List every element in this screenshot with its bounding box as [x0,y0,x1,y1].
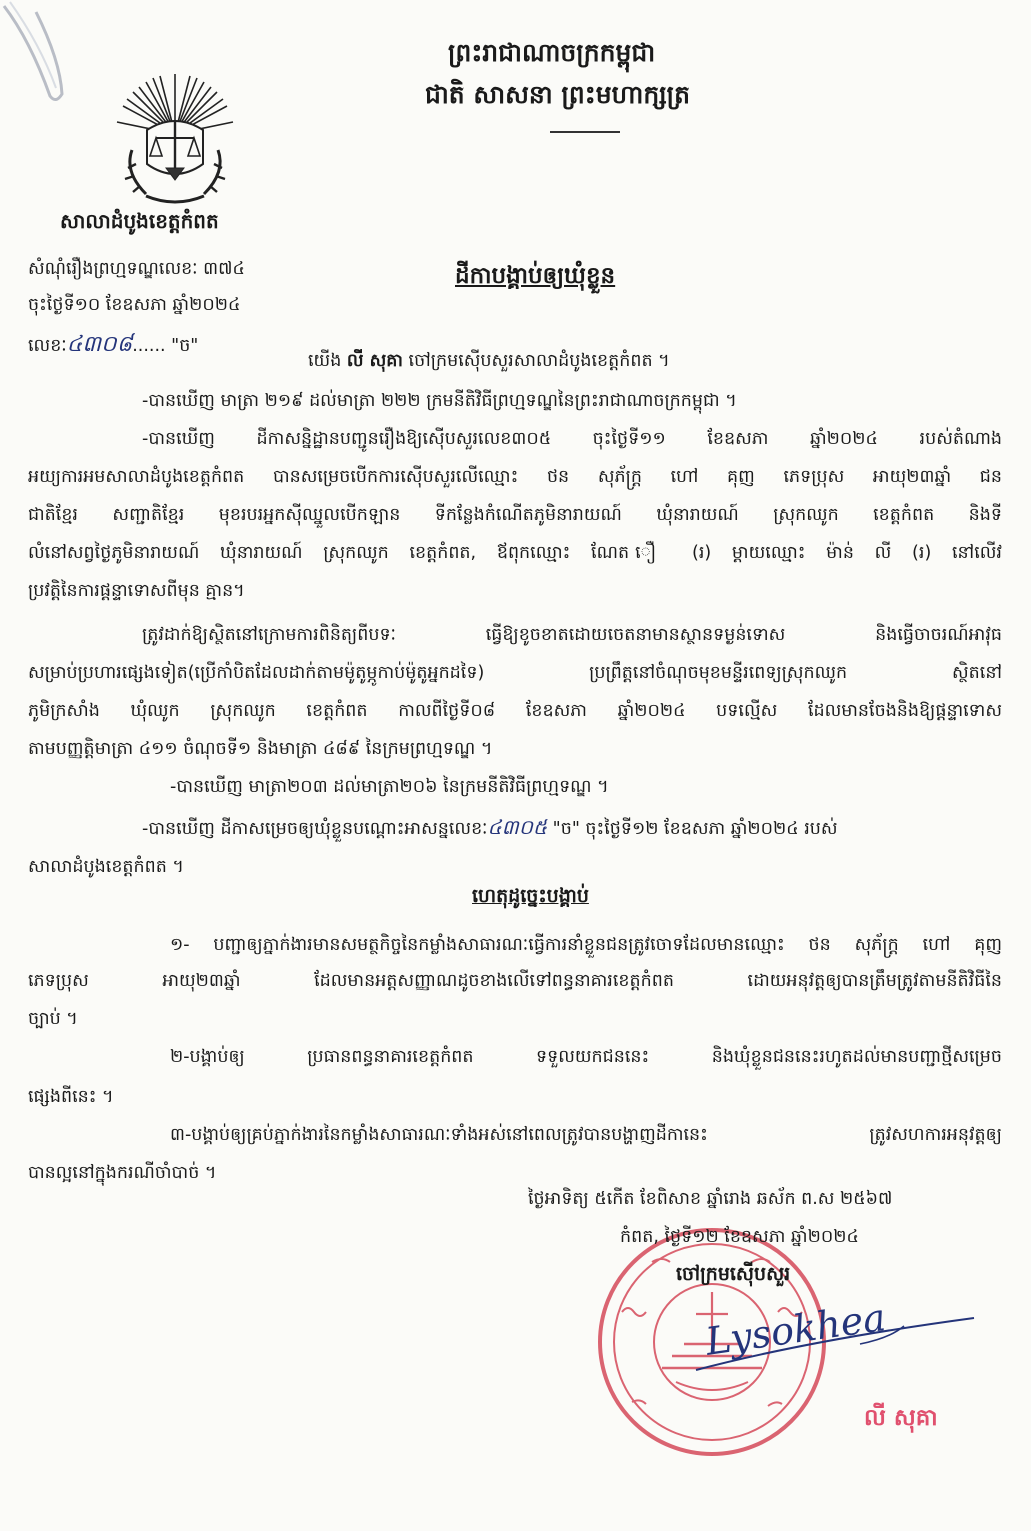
paragraph-4: -បានឃើញ មាត្រា២០៣ ដល់មាត្រា២០៦ នៃក្រមនីតិវិធីព្រហ្មទណ្ឌ ។ [170,777,609,797]
signer-role: ចៅក្រមស៊ើបសួរ [676,1263,791,1285]
order-2-line-2: ផ្សេងពីនេះ ។ [28,1087,114,1107]
motto-line: ជាតិ សាសនា ព្រះមហាក្សត្រ [425,80,690,109]
paragraph-2-line-4: លំនៅសព្វថ្ងៃភូមិនារាយណ៍ ឃុំនារាយណ៍ ស្រុកឈូក ខេត្តកំពត, ឪពុកឈ្មោះ ណែត ឿ (រ) ម្ដាយឈ្មោះ ម៉ាន់ លី (រ) នៅលើវ [28,543,1002,563]
lunar-date: ថ្ងៃអាទិត្យ ៥កើត ខែពិសាខ ឆ្នាំរោង ឆស័ក ព.ស ២៥៦៧ [528,1189,893,1209]
paragraph-5-line-2: សាលាដំបូងខេត្តកំពត ។ [28,857,184,877]
paragraph-3-line-2: សម្រាប់ប្រហារផ្សេងទៀត(ប្រើកាំបិតដែលដាក់តាមម៉ូតូម្ភូកាប់ម៉ូតូអ្នកដទៃ) ប្រព្រឹត្តនៅចំណុចមុខមន្ទីរពេទ្យស្រុកឈូក ស្ថិតនៅ [28,663,1002,683]
paragraph-1: -បានឃើញ មាត្រា ២១៩ ដល់មាត្រា ២២២ ក្រមនីតិវិធីព្រហ្មទណ្ឌនៃព្រះរាជាណាចក្រកម្ពុជា ។ [142,391,737,411]
signing-date: កំពត, ថ្ងៃទី១២ ខែឧសភា ឆ្នាំ២០២៤ [620,1227,859,1247]
intro-line [308,350,670,372]
paragraph-3-line-3: ភូមិក្រសាំង ឃុំឈូក ស្រុកឈូក ខេត្តកំពត កាលពីថ្ងៃទី០៨ ខែឧសភា ឆ្នាំ២០២៤ បទល្មើស ដែលមានចែងនិងឱ្យផ្តន្ទាទោស [28,701,1002,721]
paragraph-3-line-1: ត្រូវដាក់ឱ្យស្ថិតនៅក្រោមការពិនិត្យពីបទៈ ធ្វើឱ្យខូចខាតដោយចេតនាមានស្ថានទម្ងន់ទោស និងធ្វើចាចរណ៍អាវុធ [142,625,1002,645]
order-1-line-2: ភេទប្រុស អាយុ២៣ឆ្នាំ ដែលមានអត្តសញ្ញាណដូចខាងលើទៅពន្ធនាគារខេត្តកំពត ដោយអនុវត្តឲ្យបានត្រឹមត្រូវតាមនីតិវិធីនៃ [28,971,1002,991]
paragraph-5-line-1 [142,816,838,840]
order-2-line-1: ២-បង្គាប់ឲ្យ ប្រធានពន្ធនាគារខេត្តកំពត ទទួលយកជននេះ និងឃុំខ្លួនជននេះរហូតដល់មានបញ្ជាថ្មីសម្រេច [170,1047,1002,1067]
signer-name: លី សុគា [864,1404,938,1431]
order-3-line-1: ៣-បង្គាប់ឲ្យគ្រប់ភ្នាក់ងារនៃកម្លាំងសាធារណៈទាំងអស់នៅពេលត្រូវបានបង្ហាញដីកានេះ ត្រូវសហការអនុវត្តឲ្យ [170,1125,1002,1145]
paragraph-2-line-5: ប្រវត្តិនៃការផ្តន្ទាទោសពីមុន គ្មាន។ [28,581,245,601]
court-name: សាលាដំបូងខេត្តកំពត [60,209,219,233]
handwritten-signature: Lysokhea [702,1295,889,1364]
document-title: ដីកាបង្គាប់ឲ្យឃុំខ្លួន [455,262,616,289]
paragraph-2-line-3: ជាតិខ្មែរ សញ្ជាតិខ្មែរ មុខរបរអ្នកស៊ីឈ្នួលបើកឡាន ទីកន្លែងកំណើតភូមិនារាយណ៍ ឃុំនារាយណ៍ ស្រុកឈូក ខេត្តកំពត និងទី [28,505,1002,525]
judge-name: លី សុគា [346,351,403,371]
header-divider [550,128,620,136]
paperclip [0,0,110,110]
decree-number [28,334,198,357]
section-title: ហេតុដូច្នេះបង្គាប់ [472,885,589,907]
case-date: ចុះថ្ងៃទី១០ ខែឧសភា ឆ្នាំ២០២៤ [28,295,241,315]
court-emblem-icon [112,72,238,212]
order-3-line-2: បានល្អនៅក្នុងករណីចាំបាច់ ។ [28,1163,217,1183]
p5-prefix: -បានឃើញ ដីកាសម្រេចឲ្យឃុំខ្លួនបណ្ដោះអាសន្នលេខៈ [142,819,488,839]
case-file-number: សំណុំរឿងព្រហ្មទណ្ឌលេខៈ ៣៧៤ [28,259,245,279]
p5-suffix: "ច" ចុះថ្ងៃទី១២ ខែឧសភា ឆ្នាំ២០២៤ របស់ [547,819,838,839]
order-1-line-1: ១- បញ្ជាឲ្យភ្នាក់ងារមានសមត្ថកិច្ចនៃកម្លាំងសាធារណៈធ្វើការនាំខ្លួនជនត្រូវចោទដែលមានឈ្មោះ ថន សុភ័ក្ត្រ ហៅ គុញ [170,935,1002,955]
signature-stroke [690,1300,980,1380]
number-handwritten: ៤៣០៨ [66,332,133,357]
paragraph-2-line-1: -បានឃើញ ដីកាសន្និដ្ឋានបញ្ជូនរឿងឱ្យស៊ើបសួរលេខ៣០៥ ចុះថ្ងៃទី១១ ខែឧសភា ឆ្នាំ២០២៤ របស់តំណាង [142,429,1002,449]
order-1-line-3: ច្បាប់ ។ [28,1009,78,1029]
paragraph-3-line-4: តាមបញ្ញត្តិមាត្រា ៤១១ ចំណុចទី១ និងមាត្រា ៤៨៩ នៃក្រមព្រហ្មទណ្ឌ ។ [28,739,493,759]
number-suffix: ...... "ច" [132,336,199,356]
intro-suffix: ចៅក្រមស៊ើបសួរសាលាដំបូងខេត្តកំពត ។ [402,351,670,371]
intro-prefix: យើង [308,351,347,371]
kingdom-line: ព្រះរាជាណាចក្រកម្ពុជា [448,38,656,67]
paragraph-2-line-2: អយ្យការអមសាលាដំបូងខេត្តកំពត បានសម្រេចបើកការស៊ើបសួរលើឈ្មោះ ថន សុភ័ក្ត្រ ហៅ គុញ ភេទប្រុស អាយុ២៣ឆ្នាំ ជន [28,467,1002,487]
p5-handwritten-number: ៤៣០៥ [487,815,548,839]
number-label: លេខៈ [28,336,67,356]
